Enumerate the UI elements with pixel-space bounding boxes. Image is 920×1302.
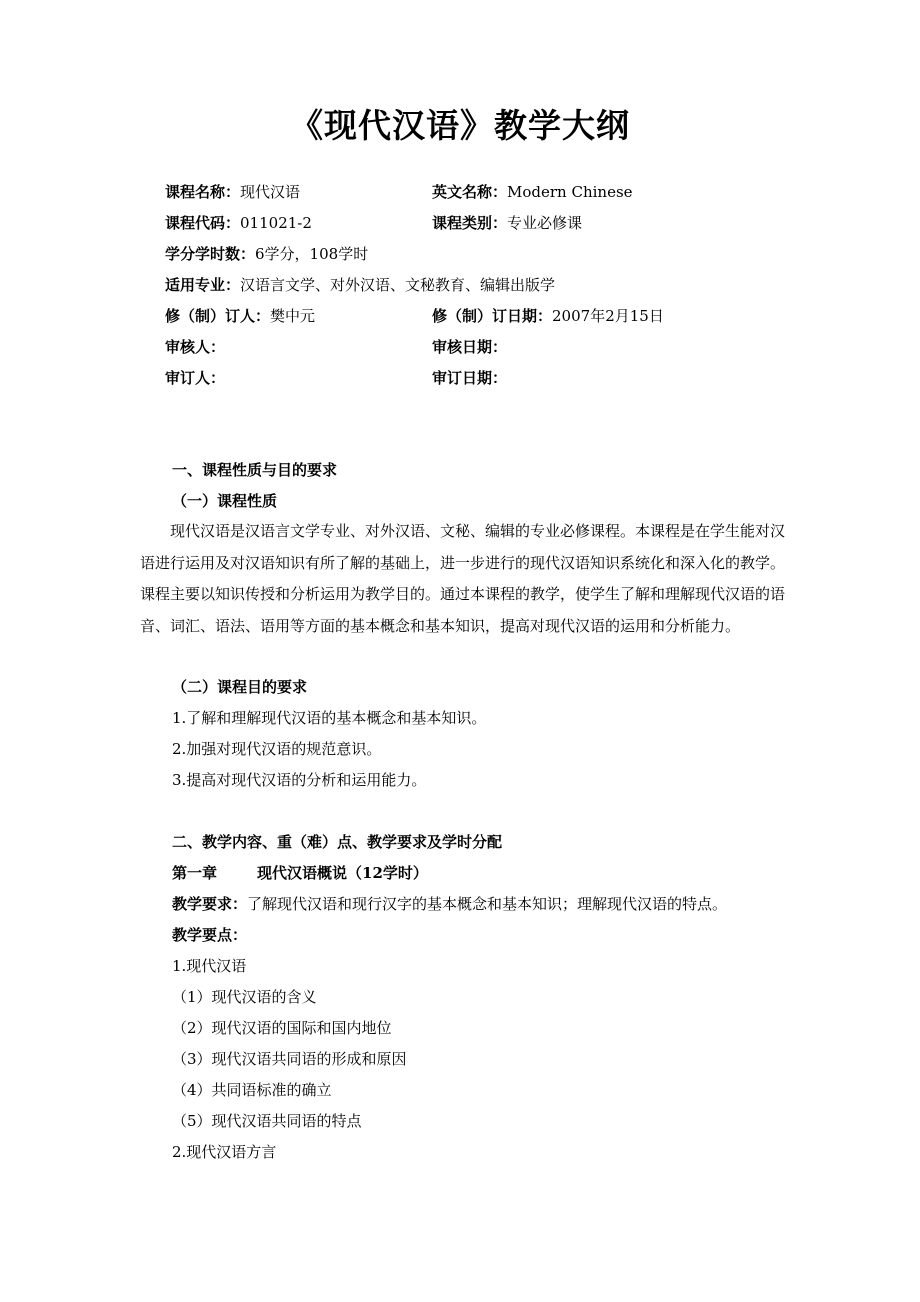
- majors-label: 适用专业：: [165, 276, 241, 294]
- section1-item-1: 1.了解和理解现代汉语的基本概念和基本知识。: [172, 709, 487, 727]
- approve-date-row: [432, 367, 507, 389]
- section1-sub2: （二）课程目的要求: [172, 678, 308, 696]
- point-2: 2.现代汉语方言: [172, 1143, 277, 1161]
- subpoint-1: （1）现代汉语的含义: [172, 988, 317, 1006]
- point-1: 1.现代汉语: [172, 957, 247, 975]
- course-code-value: 011021-2: [240, 214, 312, 232]
- author-label: 修（制）订人：: [165, 307, 271, 325]
- course-type-label: 课程类别：: [432, 214, 508, 232]
- author-row: [165, 305, 315, 327]
- subpoint-2: （2）现代汉语的国际和国内地位: [172, 1019, 392, 1037]
- author-value: 樊中元: [270, 307, 316, 325]
- teaching-requirements: [172, 893, 727, 915]
- approver-label: 审订人：: [165, 369, 226, 387]
- req-label: 教学要求：: [172, 895, 248, 913]
- credits-value: 6学分，108学时: [255, 245, 369, 263]
- course-name-label: 课程名称：: [165, 183, 241, 201]
- english-name-value: Modern Chinese: [507, 183, 633, 201]
- date-label: 修（制）订日期：: [432, 307, 553, 325]
- chapter-label: 第一章: [172, 864, 218, 882]
- reviewer-row: [165, 336, 225, 358]
- credits-label: 学分学时数：: [165, 245, 256, 263]
- approve-date-label: 审订日期：: [432, 369, 508, 387]
- majors-row: [165, 274, 555, 296]
- approver-row: [165, 367, 225, 389]
- reviewer-label: 审核人：: [165, 338, 226, 356]
- review-date-row: [432, 336, 507, 358]
- req-text: 了解现代汉语和现行汉字的基本概念和基本知识；理解现代汉语的特点。: [247, 895, 728, 913]
- chapter-title: 现代汉语概说（12学时）: [257, 864, 428, 882]
- section1-item-3: 3.提高对现代汉语的分析和运用能力。: [172, 771, 427, 789]
- date-row: [432, 305, 664, 327]
- section1-sub1: （一）课程性质: [172, 492, 278, 510]
- teaching-points-label: 教学要点：: [172, 926, 248, 944]
- section1-item-2: 2.加强对现代汉语的规范意识。: [172, 740, 382, 758]
- section2-heading: 二、教学内容、重（难）点、教学要求及学时分配: [172, 833, 503, 851]
- majors-value: 汉语言文学、对外汉语、文秘教育、编辑出版学: [240, 276, 556, 294]
- english-name-label: 英文名称：: [432, 183, 508, 201]
- course-name-row: [165, 181, 300, 203]
- course-type-row: [432, 212, 582, 234]
- english-name-row: [432, 181, 633, 203]
- date-value: 2007年2月15日: [552, 307, 664, 325]
- document-title: 《现代汉语》教学大纲: [290, 106, 630, 145]
- subpoint-5: （5）现代汉语共同语的特点: [172, 1112, 362, 1130]
- course-name-value: 现代汉语: [240, 183, 301, 201]
- course-code-label: 课程代码：: [165, 214, 241, 232]
- chapter1-heading: [172, 862, 428, 884]
- section1-heading: 一、课程性质与目的要求: [172, 461, 338, 479]
- course-type-value: 专业必修课: [507, 214, 583, 232]
- subpoint-3: （3）现代汉语共同语的形成和原因: [172, 1050, 407, 1068]
- section1-paragraph: 现代汉语是汉语言文学专业、对外汉语、文秘、编辑的专业必修课程。本课程是在学生能对汉语进行运用及对汉语知识有所了解的基础上，进一步进行的现代汉语知识系统化和深入化的教学。课程主要以知识传授和分析运用为教学目的。通过本课程的教学，使学生了解和理解现代汉语的语音、词汇、语法、语用等方面的基本概念和基本知识，提高对现代汉语的运用和分析能力。: [140, 522, 786, 635]
- credits-row: [165, 243, 368, 265]
- subpoint-4: （4）共同语标准的确立: [172, 1081, 332, 1099]
- course-code-row: [165, 212, 312, 234]
- review-date-label: 审核日期：: [432, 338, 508, 356]
